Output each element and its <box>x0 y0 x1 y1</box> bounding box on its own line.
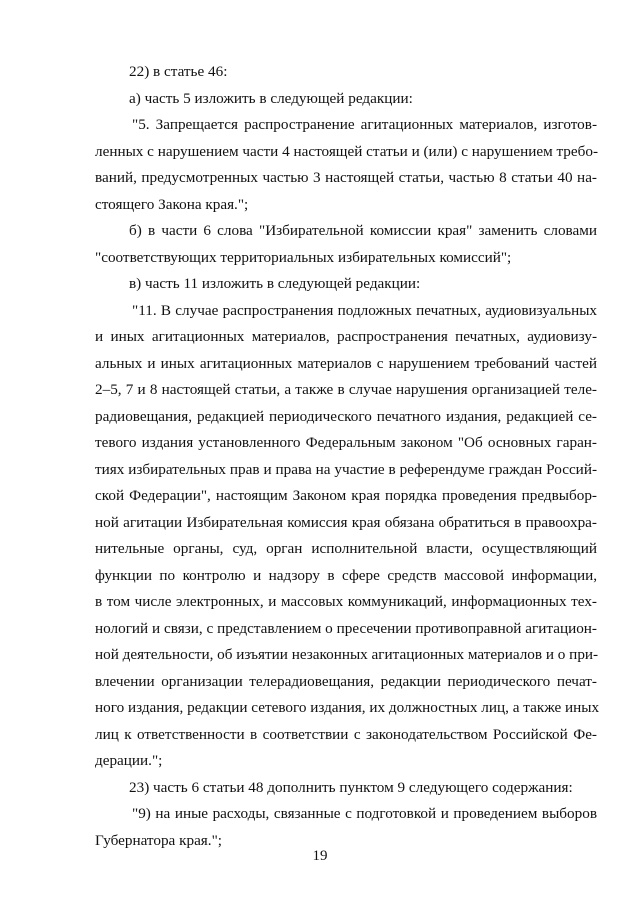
text-line: тиях избирательных прав и права на участие в референдуме граждан Россий- <box>95 460 597 478</box>
text-line: 2–5, 7 и 8 настоящей статьи, а также в случае нарушения организацией теле- <box>95 381 597 398</box>
text-line: "соответствующих территориальных избирательных комиссий"; <box>95 248 512 266</box>
text-line: тевого издания установленного Федеральным законом "Об основных гаран- <box>95 434 597 451</box>
text-line: в том числе электронных, и массовых коммуникаций, информационных тех- <box>95 593 597 610</box>
text-line: нительные органы, суд, орган исполнительной власти, осуществляющий <box>95 540 597 557</box>
text-line: стоящего Закона края."; <box>95 195 249 213</box>
text-line: лиц к ответственности в соответствии с законодательством Российской Фе- <box>95 725 597 743</box>
text-line: ленных с нарушением части 4 настоящей статьи и (или) с нарушением требо- <box>95 142 599 160</box>
text-line: альных и иных агитационных материалов с нарушением требований частей <box>95 354 597 372</box>
page-number: 19 <box>312 848 328 864</box>
text-line: "11. В случае распространения подложных печатных, аудиовизуальных <box>132 301 597 319</box>
text-line: влечении организации телерадиовещания, редакции периодического печат- <box>95 672 597 690</box>
text-line: нологий и связи, с представлением о пресечении противоправной агитацион- <box>95 619 597 637</box>
text-line: Губернатора края."; <box>95 831 223 849</box>
text-line: "5. Запрещается распространение агитационных материалов, изготов- <box>132 116 597 133</box>
text-line: б) в части 6 слова "Избирательной комиссии края" заменить словами <box>129 222 597 239</box>
text-line: а) часть 5 изложить в следующей редакции: <box>129 89 413 107</box>
text-line: ной агитации Избирательная комиссия края обязана обратиться в правоохра- <box>95 513 597 531</box>
text-line: радиовещания, редакцией периодического печатного издания, редакцией се- <box>95 407 597 425</box>
text-line: ной деятельности, об изъятии незаконных агитационных материалов и о при- <box>95 646 599 663</box>
text-line: ской Федерации", настоящим Законом края порядка проведения предвыбор- <box>95 487 597 504</box>
text-line: дерации."; <box>95 752 163 769</box>
text-line: 22) в статье 46: <box>129 63 228 80</box>
text-line: 23) часть 6 статьи 48 дополнить пунктом 9 следующего содержания: <box>129 778 573 796</box>
text-line: функции по контролю и надзору в сфере средств массовой информации, <box>95 566 597 584</box>
text-line: в) часть 11 изложить в следующей редакции: <box>129 275 421 292</box>
document-body <box>95 59 600 854</box>
text-line: ного издания, редакции сетевого издания, их должностных лиц, а также иных <box>95 699 600 716</box>
text-line: "9) на иные расходы, связанные с подготовкой и проведением выборов <box>132 805 597 822</box>
text-line: и иных агитационных материалов, распространения печатных, аудиовизу- <box>95 328 597 345</box>
text-line: ваний, предусмотренных частью 3 настоящей статьи, частью 8 статьи 40 на- <box>95 169 597 186</box>
